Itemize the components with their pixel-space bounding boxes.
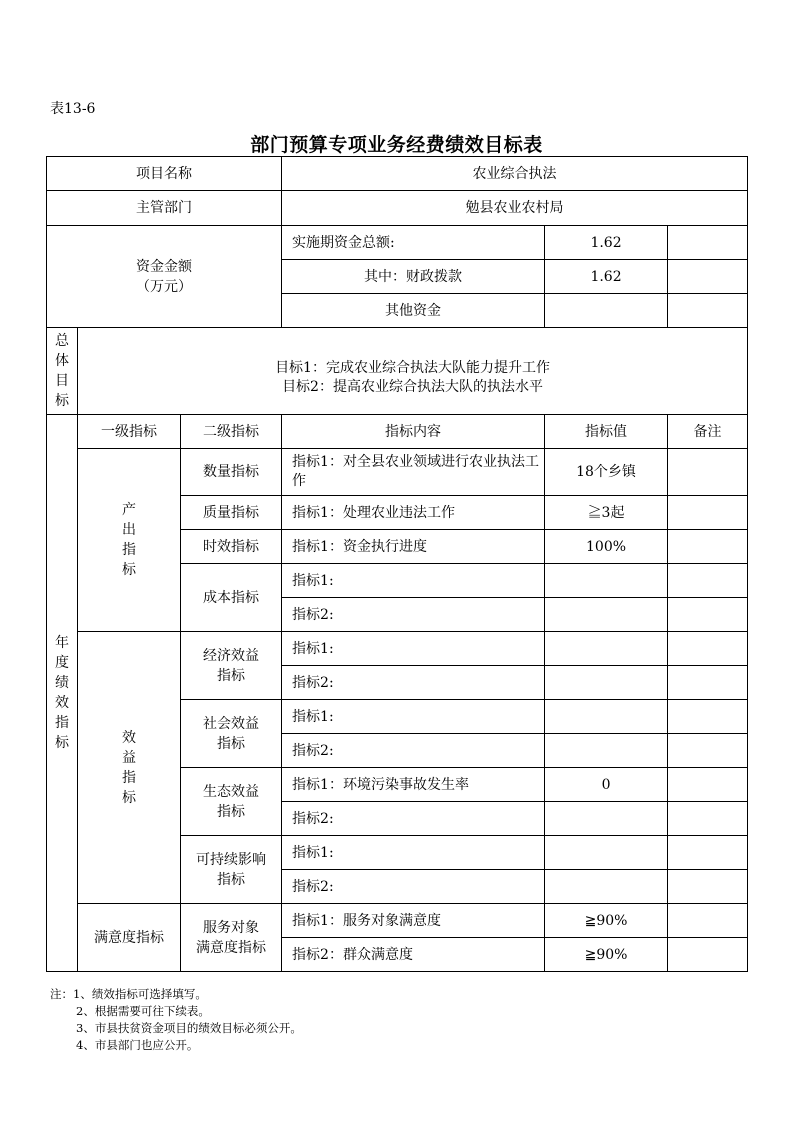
benefit-indicator-label: 效益指标 [122,729,136,806]
social-content-2: 指标2: [282,734,545,768]
satisfaction-content-2: 指标2：群众满意度 [282,938,545,972]
economic-content-2: 指标2: [282,666,545,700]
social-value-2 [545,734,668,768]
department-value: 勉县农业农村局 [282,191,748,226]
overall-goal-1: 目标1：完成农业综合执法大队能力提升工作 [275,360,550,376]
satisfaction-content-1: 指标1：服务对象满意度 [282,904,545,938]
funds-label: 资金金额 [136,258,193,275]
annual-indicator-label: 年度绩效指标 [55,635,69,751]
economic-value-1 [545,632,668,666]
timeliness-value: 100% [545,530,668,564]
quality-remark [668,496,748,530]
funds-total-label: 实施期资金总额: [282,226,545,260]
social-content-1: 指标1: [282,700,545,734]
note-3: 3、市县扶贫资金项目的绩效目标必须公开。 [76,1021,302,1035]
document-title: 部门预算专项业务经费绩效目标表 [250,134,543,156]
project-name-row [47,157,748,191]
overall-goal-content [78,328,748,415]
project-name-label: 项目名称 [47,157,282,191]
overall-goal-row [47,328,748,415]
note-4: 4、市县部门也应公开。 [76,1038,199,1052]
sustainable-value-2 [545,870,668,904]
sustainable-content-1: 指标1: [282,836,545,870]
satisfaction-remark-1 [668,904,748,938]
ecological-content-2: 指标2: [282,802,545,836]
table-number: 表13-6 [50,101,96,117]
funds-unit: （万元） [136,278,193,295]
notes [50,986,302,1054]
output-indicator-label: 产出指标 [122,502,136,578]
quantity-row [47,449,748,496]
quantity-value: 18个乡镇 [545,449,668,496]
satisfaction-remark-2 [668,938,748,972]
satisfaction-value-1: ≧90% [545,904,668,938]
header-level1: 一级指标 [78,415,181,449]
funds-other-remark [668,294,748,328]
header-remark: 备注 [668,415,748,449]
department-label: 主管部门 [47,191,282,226]
sustainable-content-2: 指标2: [282,870,545,904]
department-row [47,191,748,226]
ecological-value-2 [545,802,668,836]
overall-goal-label-cell [47,328,78,415]
ecological-content-1: 指标1：环境污染事故发生率 [282,768,545,802]
funds-fiscal-label: 其中：财政拨款 [282,260,545,294]
funds-other-label: 其他资金 [282,294,545,328]
satisfaction-sub-label-cell [181,904,282,972]
ecological-value-1: 0 [545,768,668,802]
economic-content-1: 指标1: [282,632,545,666]
funds-total-value: 1.62 [545,226,668,260]
header-value: 指标值 [545,415,668,449]
quantity-label: 数量指标 [181,449,282,496]
social-remark-2 [668,734,748,768]
satisfaction-sub-label-2: 满意度指标 [196,939,267,956]
sustainable-label-2: 指标 [217,871,246,888]
funds-total-row [47,226,748,260]
funds-fiscal-value: 1.62 [545,260,668,294]
funds-other-value [545,294,668,328]
satisfaction-row-1 [47,904,748,938]
cost-remark-2 [668,598,748,632]
performance-target-table [46,156,748,972]
annual-indicator-label-cell [47,415,78,972]
sustainable-label-1: 可持续影响 [196,851,267,868]
social-remark-1 [668,700,748,734]
ecological-label: 生态效益指标 [181,768,282,836]
economic-label: 经济效益指标 [181,632,282,700]
cost-remark-1 [668,564,748,598]
header-level2: 二级指标 [181,415,282,449]
cost-value-1 [545,564,668,598]
sustainable-value-1 [545,836,668,870]
sustainable-remark-2 [668,870,748,904]
ecological-remark-2 [668,802,748,836]
funds-fiscal-remark [668,260,748,294]
funds-total-remark [668,226,748,260]
note-1: 注：1、绩效指标可选择填写。 [50,987,207,1001]
satisfaction-value-2: ≧90% [545,938,668,972]
satisfaction-sub-label-1: 服务对象 [203,919,260,936]
cost-content-2: 指标2: [282,598,545,632]
economic-row-1 [47,632,748,666]
social-value-1 [545,700,668,734]
ecological-remark-1 [668,768,748,802]
benefit-indicator-cell [78,632,181,904]
overall-goal-2: 目标2：提高农业综合执法大队的执法水平 [282,379,543,395]
satisfaction-label: 满意度指标 [78,904,181,972]
overall-goal-label: 总体目标 [55,333,69,409]
funds-label-cell [47,226,282,328]
cost-value-2 [545,598,668,632]
economic-value-2 [545,666,668,700]
timeliness-content: 指标1：资金执行进度 [282,530,545,564]
output-indicator-cell [78,449,181,632]
timeliness-label: 时效指标 [181,530,282,564]
economic-remark-1 [668,632,748,666]
quality-content: 指标1：处理农业违法工作 [282,496,545,530]
social-label: 社会效益指标 [181,700,282,768]
quality-value: ≧3起 [545,496,668,530]
header-content: 指标内容 [282,415,545,449]
cost-label: 成本指标 [181,564,282,632]
quantity-remark [668,449,748,496]
sustainable-label-cell [181,836,282,904]
project-name-value: 农业综合执法 [282,157,748,191]
note-2: 2、根据需要可往下续表。 [76,1004,210,1018]
timeliness-remark [668,530,748,564]
sustainable-remark-1 [668,836,748,870]
indicator-header-row [47,415,748,449]
quantity-content: 指标1：对全县农业领域进行农业执法工作 [282,449,545,496]
quality-label: 质量指标 [181,496,282,530]
cost-content-1: 指标1: [282,564,545,598]
economic-remark-2 [668,666,748,700]
